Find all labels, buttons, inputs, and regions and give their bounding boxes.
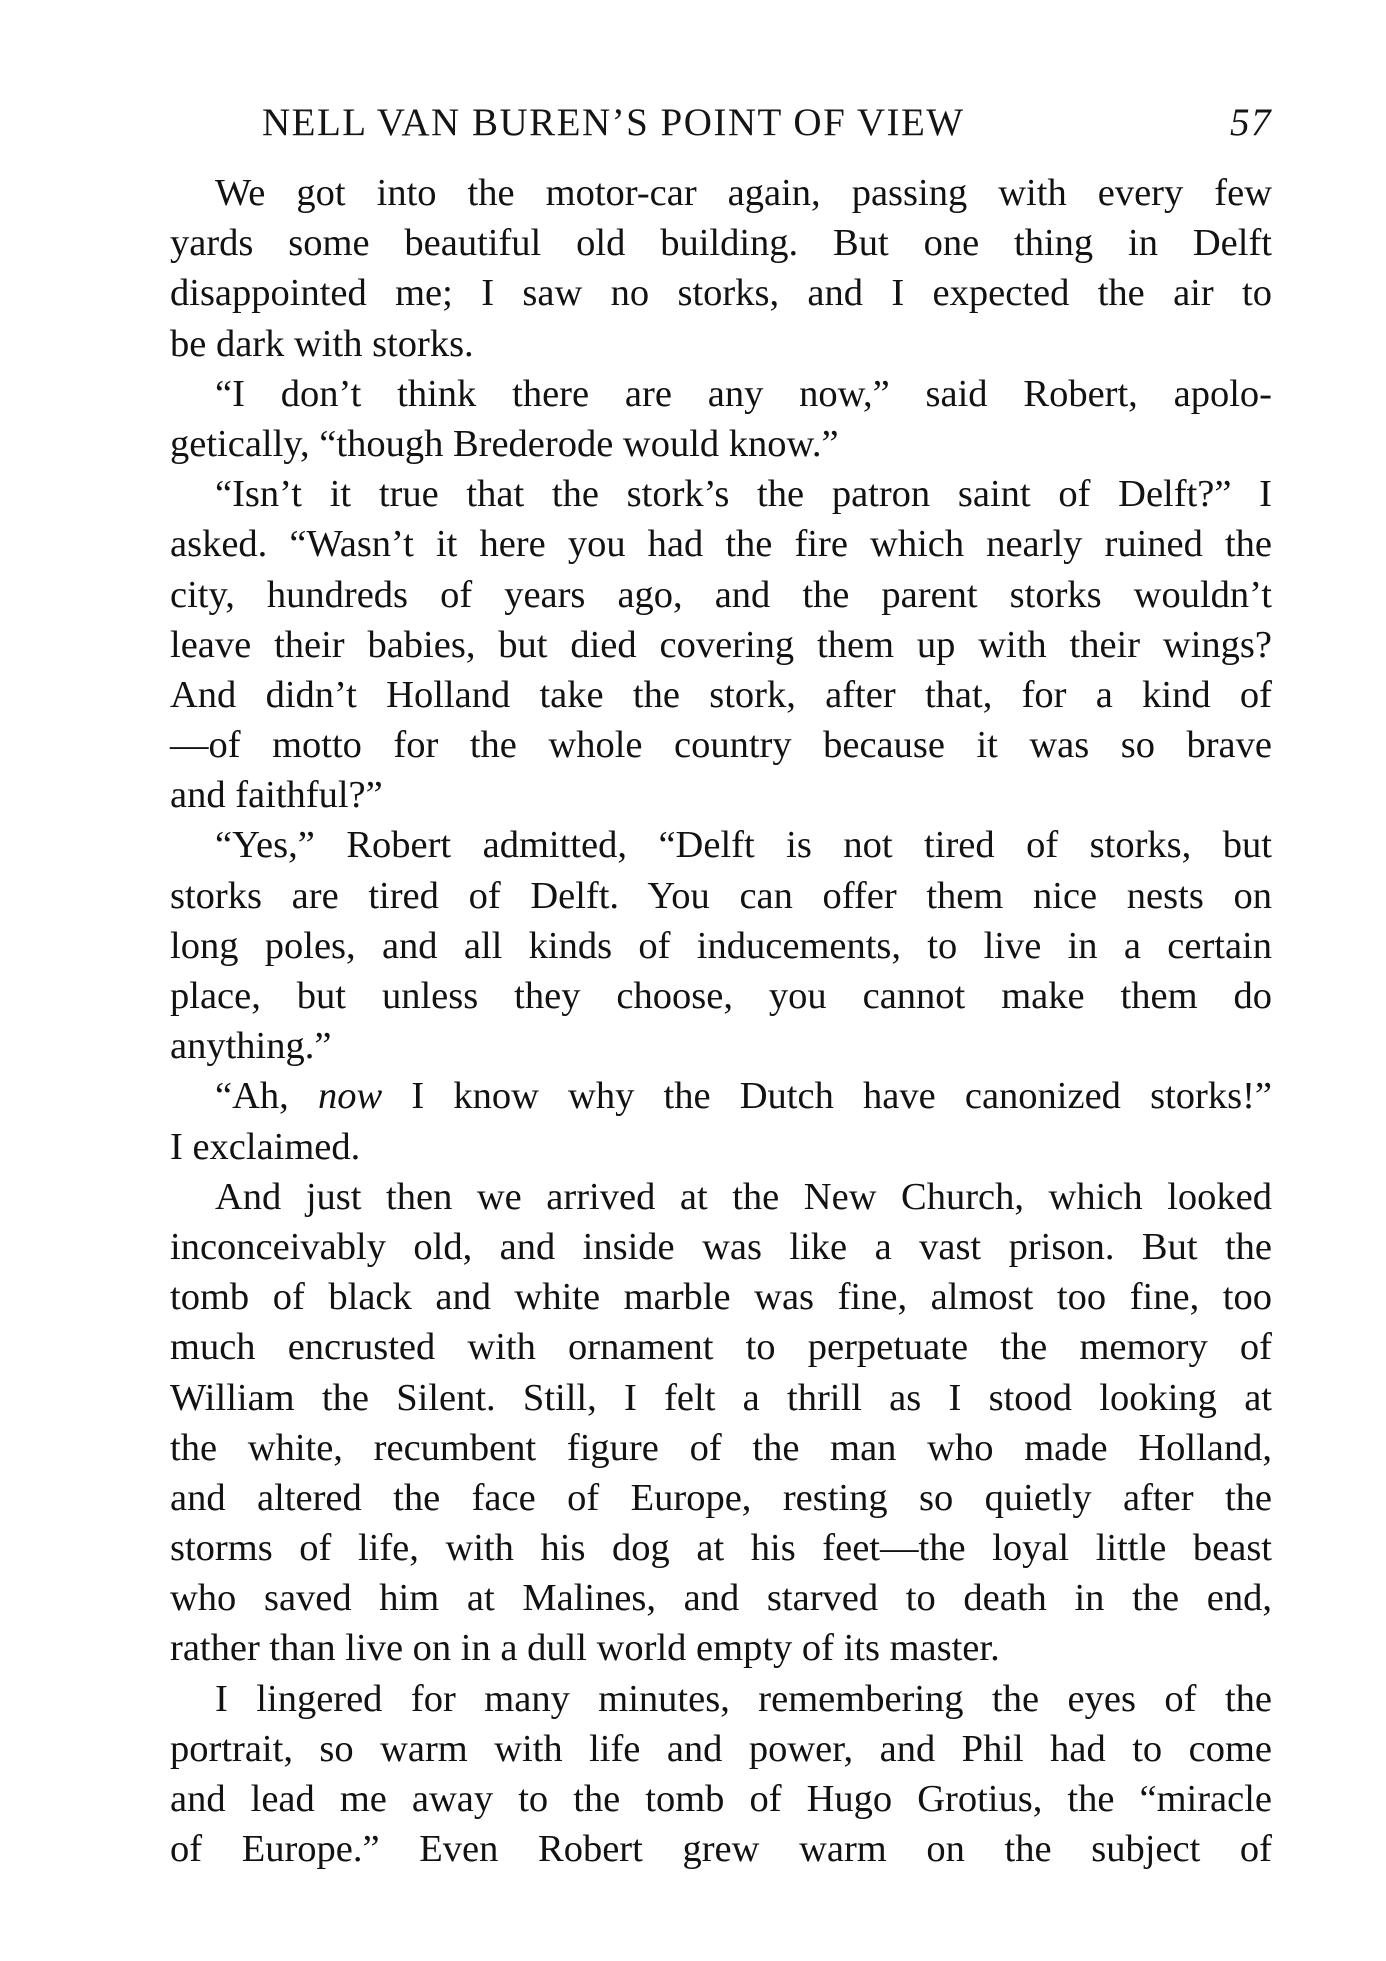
text-line: much encrusted with ornament to perpetuate the memory of bbox=[170, 1326, 1272, 1369]
text-line: And didn’t Holland take the stork, after that, for a kind of bbox=[170, 673, 1272, 716]
text-line: and faithful?” bbox=[170, 774, 383, 817]
text-line: anything.” bbox=[170, 1025, 332, 1068]
text-line: storms of life, with his dog at his feet—the loyal little beast bbox=[170, 1527, 1272, 1570]
text-line: of Europe.” Even Robert grew warm on the subject of bbox=[170, 1828, 1272, 1871]
text-line: rather than live on in a dull world empty of its master. bbox=[170, 1627, 1000, 1670]
paragraph-7 bbox=[170, 1674, 1272, 1875]
text-line: who saved him at Malines, and starved to death in the end, bbox=[170, 1577, 1272, 1620]
text-line: tomb of black and white marble was fine, almost too fine, too bbox=[170, 1276, 1272, 1319]
text-line: disappointed me; I saw no storks, and I expected the air to bbox=[170, 272, 1272, 315]
text-line: I lingered for many minutes, remembering the eyes of the bbox=[215, 1677, 1272, 1720]
text-line: and lead me away to the tomb of Hugo Grotius, the “miracle bbox=[170, 1778, 1272, 1820]
paragraph-6 bbox=[170, 1172, 1272, 1674]
paragraph-4 bbox=[170, 820, 1272, 1071]
page-number: 57 bbox=[1230, 101, 1272, 144]
text-line: asked. “Wasn’t it here you had the fire which nearly ruined the bbox=[170, 523, 1272, 566]
text-line: inconceivably old, and inside was like a vast prison. But the bbox=[170, 1225, 1272, 1268]
paragraph-5 bbox=[170, 1071, 1272, 1171]
emphasized-word: now bbox=[317, 1075, 383, 1118]
text-line: “Isn’t it true that the stork’s the patron saint of Delft?” I bbox=[215, 473, 1272, 516]
text-line: portrait, so warm with life and power, and Phil had to come bbox=[170, 1727, 1272, 1770]
text-line: —of motto for the whole country because it was so brave bbox=[170, 724, 1272, 767]
text-line: long poles, and all kinds of inducements, to live in a certain bbox=[170, 924, 1272, 967]
paragraph-2 bbox=[170, 369, 1272, 469]
text-line: place, but unless they choose, you cannot make them do bbox=[170, 975, 1272, 1017]
text-line-with-italic: “Ah, now I know why the Dutch have canonized storks!” bbox=[215, 1075, 1272, 1118]
text-line: yards some beautiful old building. But one thing in Delft bbox=[170, 222, 1272, 265]
running-head bbox=[262, 100, 1272, 150]
text-line: We got into the motor-car again, passing with every few bbox=[215, 172, 1272, 214]
text-line: be dark with storks. bbox=[170, 322, 474, 365]
text-line: I exclaimed. bbox=[170, 1125, 361, 1168]
body-text bbox=[170, 168, 1272, 1874]
paragraph-3 bbox=[170, 469, 1272, 820]
text-line: getically, “though Brederode would know.” bbox=[170, 422, 839, 465]
text-line: William the Silent. Still, I felt a thrill as I stood looking at bbox=[170, 1376, 1272, 1419]
text-line: and altered the face of Europe, resting so quietly after the bbox=[170, 1476, 1272, 1519]
text-line: “I don’t think there are any now,” said Robert, apolo- bbox=[215, 372, 1272, 415]
paragraph-1 bbox=[170, 168, 1272, 369]
text-line: storks are tired of Delft. You can offer them nice nests on bbox=[170, 874, 1272, 917]
chapter-title: NELL VAN BUREN’S POINT OF VIEW bbox=[262, 101, 965, 144]
text-line: city, hundreds of years ago, and the parent storks wouldn’t bbox=[170, 573, 1272, 616]
text-line: the white, recumbent figure of the man who made Holland, bbox=[170, 1426, 1272, 1469]
text-line: “Yes,” Robert admitted, “Delft is not tired of storks, but bbox=[215, 824, 1272, 867]
text-line: And just then we arrived at the New Church, which looked bbox=[215, 1175, 1272, 1218]
text-line: leave their babies, but died covering them up with their wings? bbox=[170, 623, 1272, 666]
